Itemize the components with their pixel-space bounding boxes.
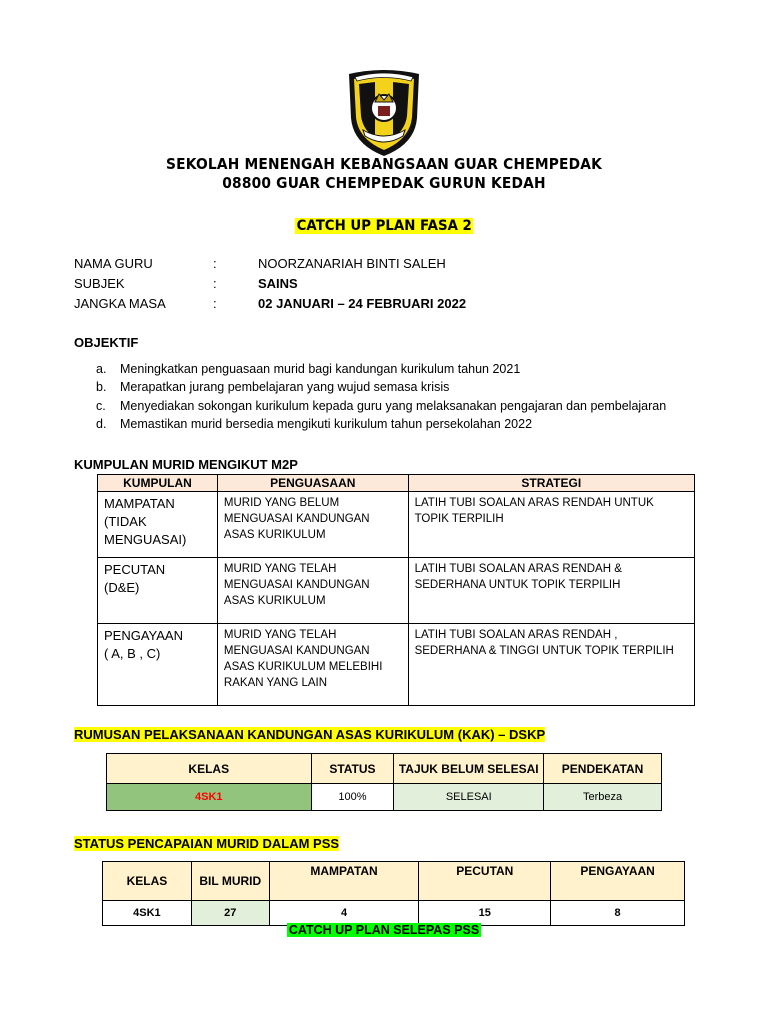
column-header: KUMPULAN bbox=[98, 475, 218, 492]
table-header-row bbox=[98, 475, 695, 492]
strategi-cell: LATIH TUBI SOALAN ARAS RENDAH , SEDERHANA & TINGGI UNTUK TOPIK TERPILIH bbox=[408, 624, 694, 706]
info-label: SUBJEK bbox=[74, 276, 125, 291]
kumpulan-cell: PENGAYAAN ( A, B , C) bbox=[98, 624, 218, 706]
plan-title: CATCH UP PLAN FASA 2 bbox=[296, 218, 472, 234]
column-header: PECUTAN bbox=[419, 862, 551, 901]
tajuk-cell: SELESAI bbox=[394, 784, 544, 811]
strategi-cell: LATIH TUBI SOALAN ARAS RENDAH & SEDERHANA UNTUK TOPIK TERPILIH bbox=[408, 558, 694, 624]
pendekatan-cell: Terbeza bbox=[544, 784, 662, 811]
school-crest bbox=[345, 68, 423, 158]
column-header: PENDEKATAN bbox=[544, 754, 662, 784]
column-header: KELAS bbox=[107, 754, 312, 784]
school-address: 08800 GUAR CHEMPEDAK GURUN KEDAH bbox=[222, 174, 546, 192]
column-header: TAJUK BELUM SELESAI bbox=[394, 754, 544, 784]
info-label: NAMA GURU bbox=[74, 256, 153, 271]
strategi-cell: LATIH TUBI SOALAN ARAS RENDAH UNTUK TOPIK TERPILIH bbox=[408, 492, 694, 558]
column-header: PENGAYAAN bbox=[551, 862, 685, 901]
objektif-item: a. Meningkatkan penguasaan murid bagi kandungan kurikulum tahun 2021 bbox=[96, 362, 521, 376]
school-name: SEKOLAH MENENGAH KEBANGSAAN GUAR CHEMPEDAK bbox=[165, 155, 603, 173]
info-separator: : bbox=[213, 256, 217, 271]
kumpulan-heading: KUMPULAN MURID MENGIKUT M2P bbox=[74, 457, 298, 472]
info-separator: : bbox=[213, 276, 217, 291]
column-header: BIL MURID bbox=[191, 862, 269, 901]
objektif-item: c. Menyediakan sokongan kurikulum kepada guru yang melaksanakan pengajaran dan pembelajaran bbox=[96, 399, 667, 413]
table-header-row bbox=[103, 862, 685, 901]
column-header: MAMPATAN bbox=[269, 862, 419, 901]
penguasaan-cell: MURID YANG TELAH MENGUASAI KANDUNGAN ASAS KURIKULUM MELEBIHI RAKAN YANG LAIN bbox=[217, 624, 408, 706]
info-separator: : bbox=[213, 296, 217, 311]
info-value: NOORZANARIAH BINTI SALEH bbox=[258, 256, 446, 271]
pecutan-cell: 15 bbox=[419, 901, 551, 926]
penguasaan-cell: MURID YANG BELUM MENGUASAI KANDUNGAN ASAS KURIKULUM bbox=[217, 492, 408, 558]
rumusan-heading: RUMUSAN PELAKSANAAN KANDUNGAN ASAS KURIKULUM (KAK) – DSKP bbox=[74, 727, 546, 742]
table-row bbox=[98, 492, 695, 558]
rumusan-table bbox=[106, 753, 662, 811]
kumpulan-table bbox=[97, 474, 695, 706]
table-row bbox=[107, 784, 662, 811]
kumpulan-cell: PECUTAN (D&E) bbox=[98, 558, 218, 624]
objektif-heading: OBJEKTIF bbox=[74, 335, 139, 350]
mampatan-cell: 4 bbox=[269, 901, 419, 926]
table-row bbox=[98, 558, 695, 624]
status-cell: 100% bbox=[311, 784, 394, 811]
penguasaan-cell: MURID YANG TELAH MENGUASAI KANDUNGAN ASAS KURIKULUM bbox=[217, 558, 408, 624]
kelas-cell: 4SK1 bbox=[103, 901, 192, 926]
kelas-cell: 4SK1 bbox=[107, 784, 312, 811]
info-value: SAINS bbox=[258, 276, 298, 291]
column-header: STATUS bbox=[311, 754, 394, 784]
pss-table bbox=[102, 861, 685, 926]
column-header: STRATEGI bbox=[408, 475, 694, 492]
kumpulan-cell: MAMPATAN (TIDAK MENGUASAI) bbox=[98, 492, 218, 558]
info-value: 02 JANUARI – 24 FEBRUARI 2022 bbox=[258, 296, 467, 311]
table-row bbox=[98, 624, 695, 706]
info-label: JANGKA MASA bbox=[74, 296, 166, 311]
column-header: KELAS bbox=[103, 862, 192, 901]
objektif-item: b. Merapatkan jurang pembelajaran yang wujud semasa krisis bbox=[96, 380, 450, 394]
pss-heading: STATUS PENCAPAIAN MURID DALAM PSS bbox=[74, 836, 340, 851]
footer-label: CATCH UP PLAN SELEPAS PSS bbox=[288, 923, 480, 937]
column-header: PENGUASAAN bbox=[217, 475, 408, 492]
bil-murid-cell: 27 bbox=[191, 901, 269, 926]
objektif-item: d. Memastikan murid bersedia mengikuti kurikulum tahun persekolahan 2022 bbox=[96, 417, 533, 431]
pengayaan-cell: 8 bbox=[551, 901, 685, 926]
table-header-row bbox=[107, 754, 662, 784]
